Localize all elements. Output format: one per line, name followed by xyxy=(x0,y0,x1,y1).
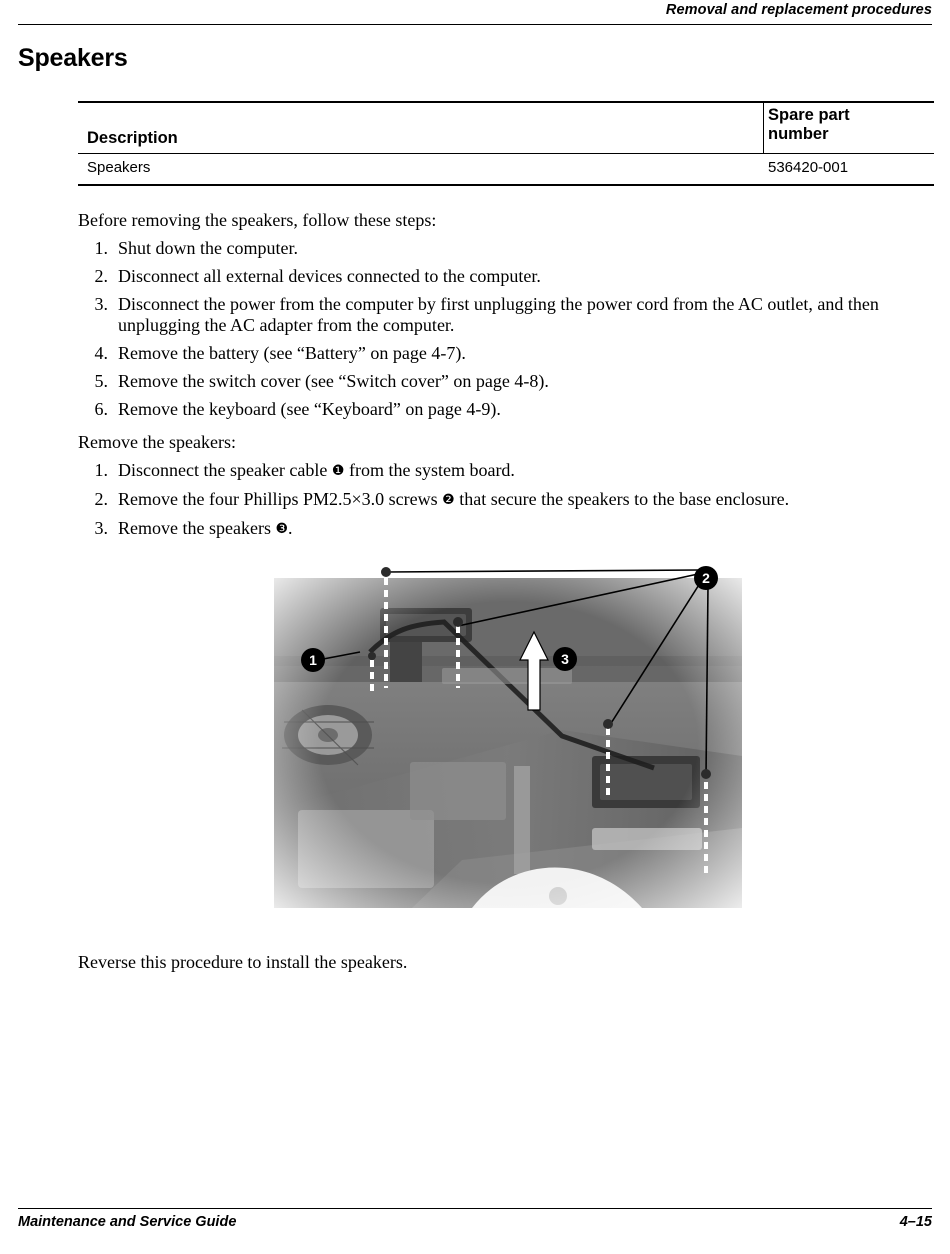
page-footer xyxy=(18,1208,932,1236)
callout-marker-1: ❶ xyxy=(331,463,345,479)
step-number: 5. xyxy=(94,371,108,391)
table-row xyxy=(78,154,934,184)
before-removing-lead: Before removing the speakers, follow these steps: xyxy=(78,210,437,230)
step-number: 3. xyxy=(94,518,108,538)
list-item xyxy=(78,518,789,540)
step-number: 6. xyxy=(94,399,108,419)
header-rule xyxy=(18,24,932,25)
list-item xyxy=(78,266,938,287)
step-text-post: from the system board. xyxy=(344,460,515,480)
spare-header-line2: number xyxy=(768,125,829,143)
step-text-post: that secure the speakers to the base enclosure. xyxy=(454,489,790,509)
step-text-pre: Remove the speakers xyxy=(118,518,276,538)
step-text: Disconnect the power from the computer by first unplugging the power cord from the AC outlet, and then unplugging the AC adapter from the computer. xyxy=(118,294,879,335)
cell-description: Speakers xyxy=(87,159,151,176)
callout-marker-2: ❷ xyxy=(442,492,455,508)
parts-table xyxy=(78,101,934,186)
list-item xyxy=(78,294,938,336)
list-item xyxy=(78,460,789,482)
spare-header-line1: Spare part xyxy=(768,106,850,124)
step-text: Remove the switch cover (see “Switch cover” on page 4-8). xyxy=(118,371,549,391)
table-header-spare-part-number xyxy=(768,106,908,144)
step-number: 4. xyxy=(94,343,108,363)
step-text-pre: Remove the four Phillips PM2.5×3.0 screws xyxy=(118,489,443,509)
step-text-pre: Disconnect the speaker cable xyxy=(118,460,332,480)
list-item xyxy=(78,371,938,392)
running-head: Removal and replacement procedures xyxy=(665,2,932,18)
step-number: 1. xyxy=(94,238,108,258)
step-number: 3. xyxy=(94,294,108,314)
speakers-illustration xyxy=(262,560,754,925)
speakers-photo xyxy=(262,560,754,925)
page-title: Speakers xyxy=(18,44,128,72)
remove-speakers-steps xyxy=(78,460,789,547)
before-removing-steps xyxy=(78,238,938,427)
closing-text: Reverse this procedure to install the speakers. xyxy=(78,952,408,972)
callout-bullet-2: 2 xyxy=(702,570,710,586)
step-text: Shut down the computer. xyxy=(118,238,298,258)
step-text: Remove the battery (see “Battery” on page 4-7). xyxy=(118,343,466,363)
callout-bullet-3: 3 xyxy=(561,651,569,667)
footer-guide-title: Maintenance and Service Guide xyxy=(18,1214,237,1230)
callout-bullet-1: 1 xyxy=(309,652,317,668)
cell-spare-part-number: 536420-001 xyxy=(768,159,849,176)
list-item xyxy=(78,238,938,259)
footer-rule xyxy=(18,1208,932,1209)
page-header xyxy=(18,0,932,30)
table-column-divider xyxy=(763,103,764,153)
callout-marker-3: ❸ xyxy=(275,521,289,537)
table-header-description: Description xyxy=(87,129,178,147)
page-number: 4–15 xyxy=(899,1214,932,1230)
step-text-post: . xyxy=(288,518,293,538)
list-item xyxy=(78,343,938,364)
step-text: Disconnect all external devices connected to the computer. xyxy=(118,266,541,286)
step-text: Remove the keyboard (see “Keyboard” on page 4-9). xyxy=(118,399,501,419)
step-number: 2. xyxy=(94,489,108,509)
step-number: 1. xyxy=(94,460,108,480)
step-number: 2. xyxy=(94,266,108,286)
table-bottom-rule xyxy=(78,184,934,186)
table-header-row xyxy=(78,103,934,153)
remove-speakers-lead: Remove the speakers: xyxy=(78,432,236,452)
list-item xyxy=(78,489,789,511)
list-item xyxy=(78,399,938,420)
